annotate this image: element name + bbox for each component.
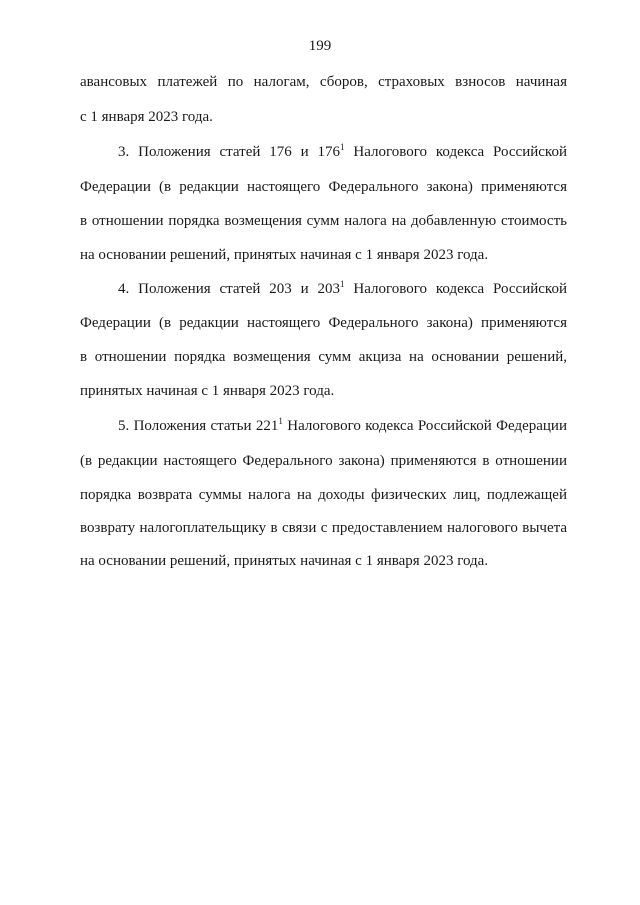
paragraph-4-line-2: (в редакции настоящего Федерального закона) применяются в отношении (80, 453, 567, 469)
paragraph-2-line-1-text: 3. Положения статей 176 и 176 (118, 144, 341, 160)
paragraph-4-line-5: на основании решений, принятых начиная с 1 января 2023 года. (80, 553, 489, 569)
paragraph-2-line-2: Федерации (в редакции настоящего Федерального закона) применяются (80, 179, 567, 195)
paragraph-3-line-1-text: 4. Положения статей 203 и 203 (118, 281, 341, 297)
paragraph-2-line-4: на основании решений, принятых начиная с 1 января 2023 года. (80, 247, 489, 263)
paragraph-1-line-2: с 1 января 2023 года. (80, 109, 213, 125)
superscript-1: 1 (340, 142, 345, 152)
paragraph-4-line-1 (118, 417, 567, 435)
paragraph-2-line-3: в отношении порядка возмещения сумм налога на добавленную стоимость (80, 213, 567, 229)
page-number: 199 (308, 38, 332, 54)
superscript-3: 1 (278, 416, 283, 426)
paragraph-3-line-1-rest: Налогового кодекса Российской (344, 281, 567, 297)
paragraph-3-line-2: Федерации (в редакции настоящего Федерального закона) применяются (80, 315, 567, 331)
paragraph-4-line-3: порядка возврата суммы налога на доходы физических лиц, подлежащей (80, 487, 567, 503)
paragraph-4-line-1-rest: Налогового кодекса Российской Федерации (282, 418, 567, 434)
paragraph-1-line-1: авансовых платежей по налогам, сборов, страховых взносов начиная (80, 74, 567, 90)
paragraph-3-line-3: в отношении порядка возмещения сумм акциза на основании решений, (80, 349, 567, 365)
paragraph-2-line-1 (118, 143, 567, 161)
paragraph-3-line-1 (118, 280, 567, 298)
paragraph-2-line-1-rest: Налогового кодекса Российской (344, 144, 567, 160)
paragraph-3-line-4: принятых начиная с 1 января 2023 года. (80, 383, 335, 399)
superscript-2: 1 (340, 279, 345, 289)
paragraph-4-line-1-text: 5. Положения статьи 221 (118, 418, 279, 434)
paragraph-4-line-4: возврату налогоплательщику в связи с предоставлением налогового вычета (80, 520, 567, 536)
